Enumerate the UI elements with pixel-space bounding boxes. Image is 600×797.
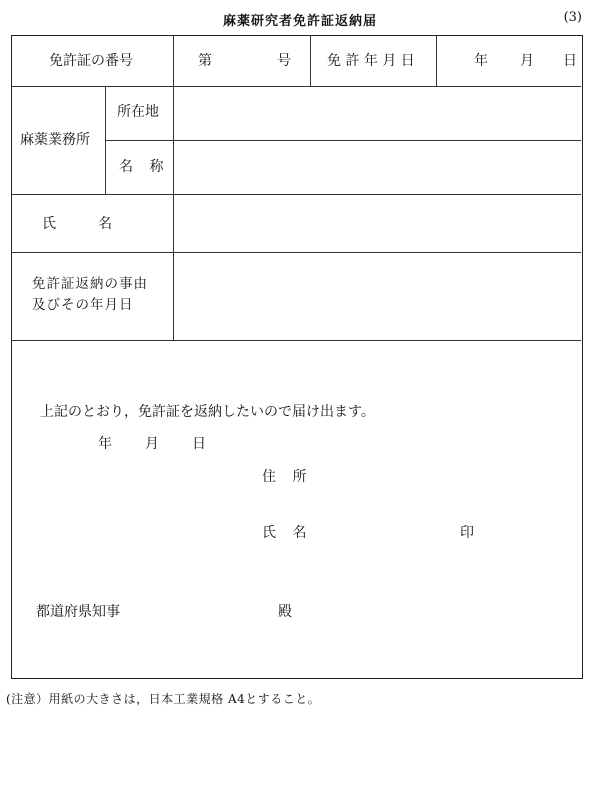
person-name-label: 氏 名 bbox=[42, 216, 112, 232]
row-divider bbox=[12, 86, 581, 87]
license-date-month: 月 bbox=[520, 53, 534, 69]
row-divider bbox=[12, 194, 581, 195]
column-divider bbox=[173, 36, 174, 340]
declaration-statement: 上記のとおり，免許証を返納したいので届け出ます。 bbox=[40, 404, 375, 420]
return-reason-line-1: 免許証返納の事由 bbox=[32, 276, 148, 292]
column-divider bbox=[105, 86, 106, 194]
office-label: 麻薬業務所 bbox=[20, 132, 90, 148]
license-date-label: 免 許 年 月 日 bbox=[327, 53, 415, 69]
license-date-year: 年 bbox=[474, 53, 488, 69]
seal-mark: 印 bbox=[460, 525, 474, 541]
declaration-year: 年 bbox=[98, 436, 112, 452]
form-title: 麻薬研究者免許証返納届 bbox=[222, 14, 377, 29]
declarant-name-label: 氏 名 bbox=[262, 525, 313, 541]
honorific: 殿 bbox=[278, 604, 292, 620]
column-divider bbox=[436, 36, 437, 86]
return-reason-line-2: 及びその年月日 bbox=[32, 297, 134, 313]
declarant-address-label: 住 所 bbox=[262, 469, 313, 485]
declaration-day: 日 bbox=[192, 436, 206, 452]
license-number-label: 免許証の番号 bbox=[49, 53, 133, 69]
footnote: (注意）用紙の大きさは，日本工業規格 A4とすること。 bbox=[6, 692, 321, 706]
number-prefix: 第 bbox=[198, 53, 212, 69]
addressee: 都道府県知事 bbox=[36, 604, 120, 620]
license-return-form bbox=[11, 35, 583, 679]
location-label: 所在地 bbox=[117, 104, 159, 120]
page-number: (3) bbox=[563, 10, 582, 25]
row-divider bbox=[105, 140, 581, 141]
column-divider bbox=[310, 36, 311, 86]
row-divider bbox=[12, 252, 581, 253]
office-name-label: 名 称 bbox=[119, 159, 170, 175]
row-divider bbox=[12, 340, 581, 341]
license-date-day: 日 bbox=[563, 53, 577, 69]
declaration-month: 月 bbox=[145, 436, 159, 452]
return-reason-label bbox=[32, 274, 148, 316]
number-suffix: 号 bbox=[277, 53, 291, 69]
